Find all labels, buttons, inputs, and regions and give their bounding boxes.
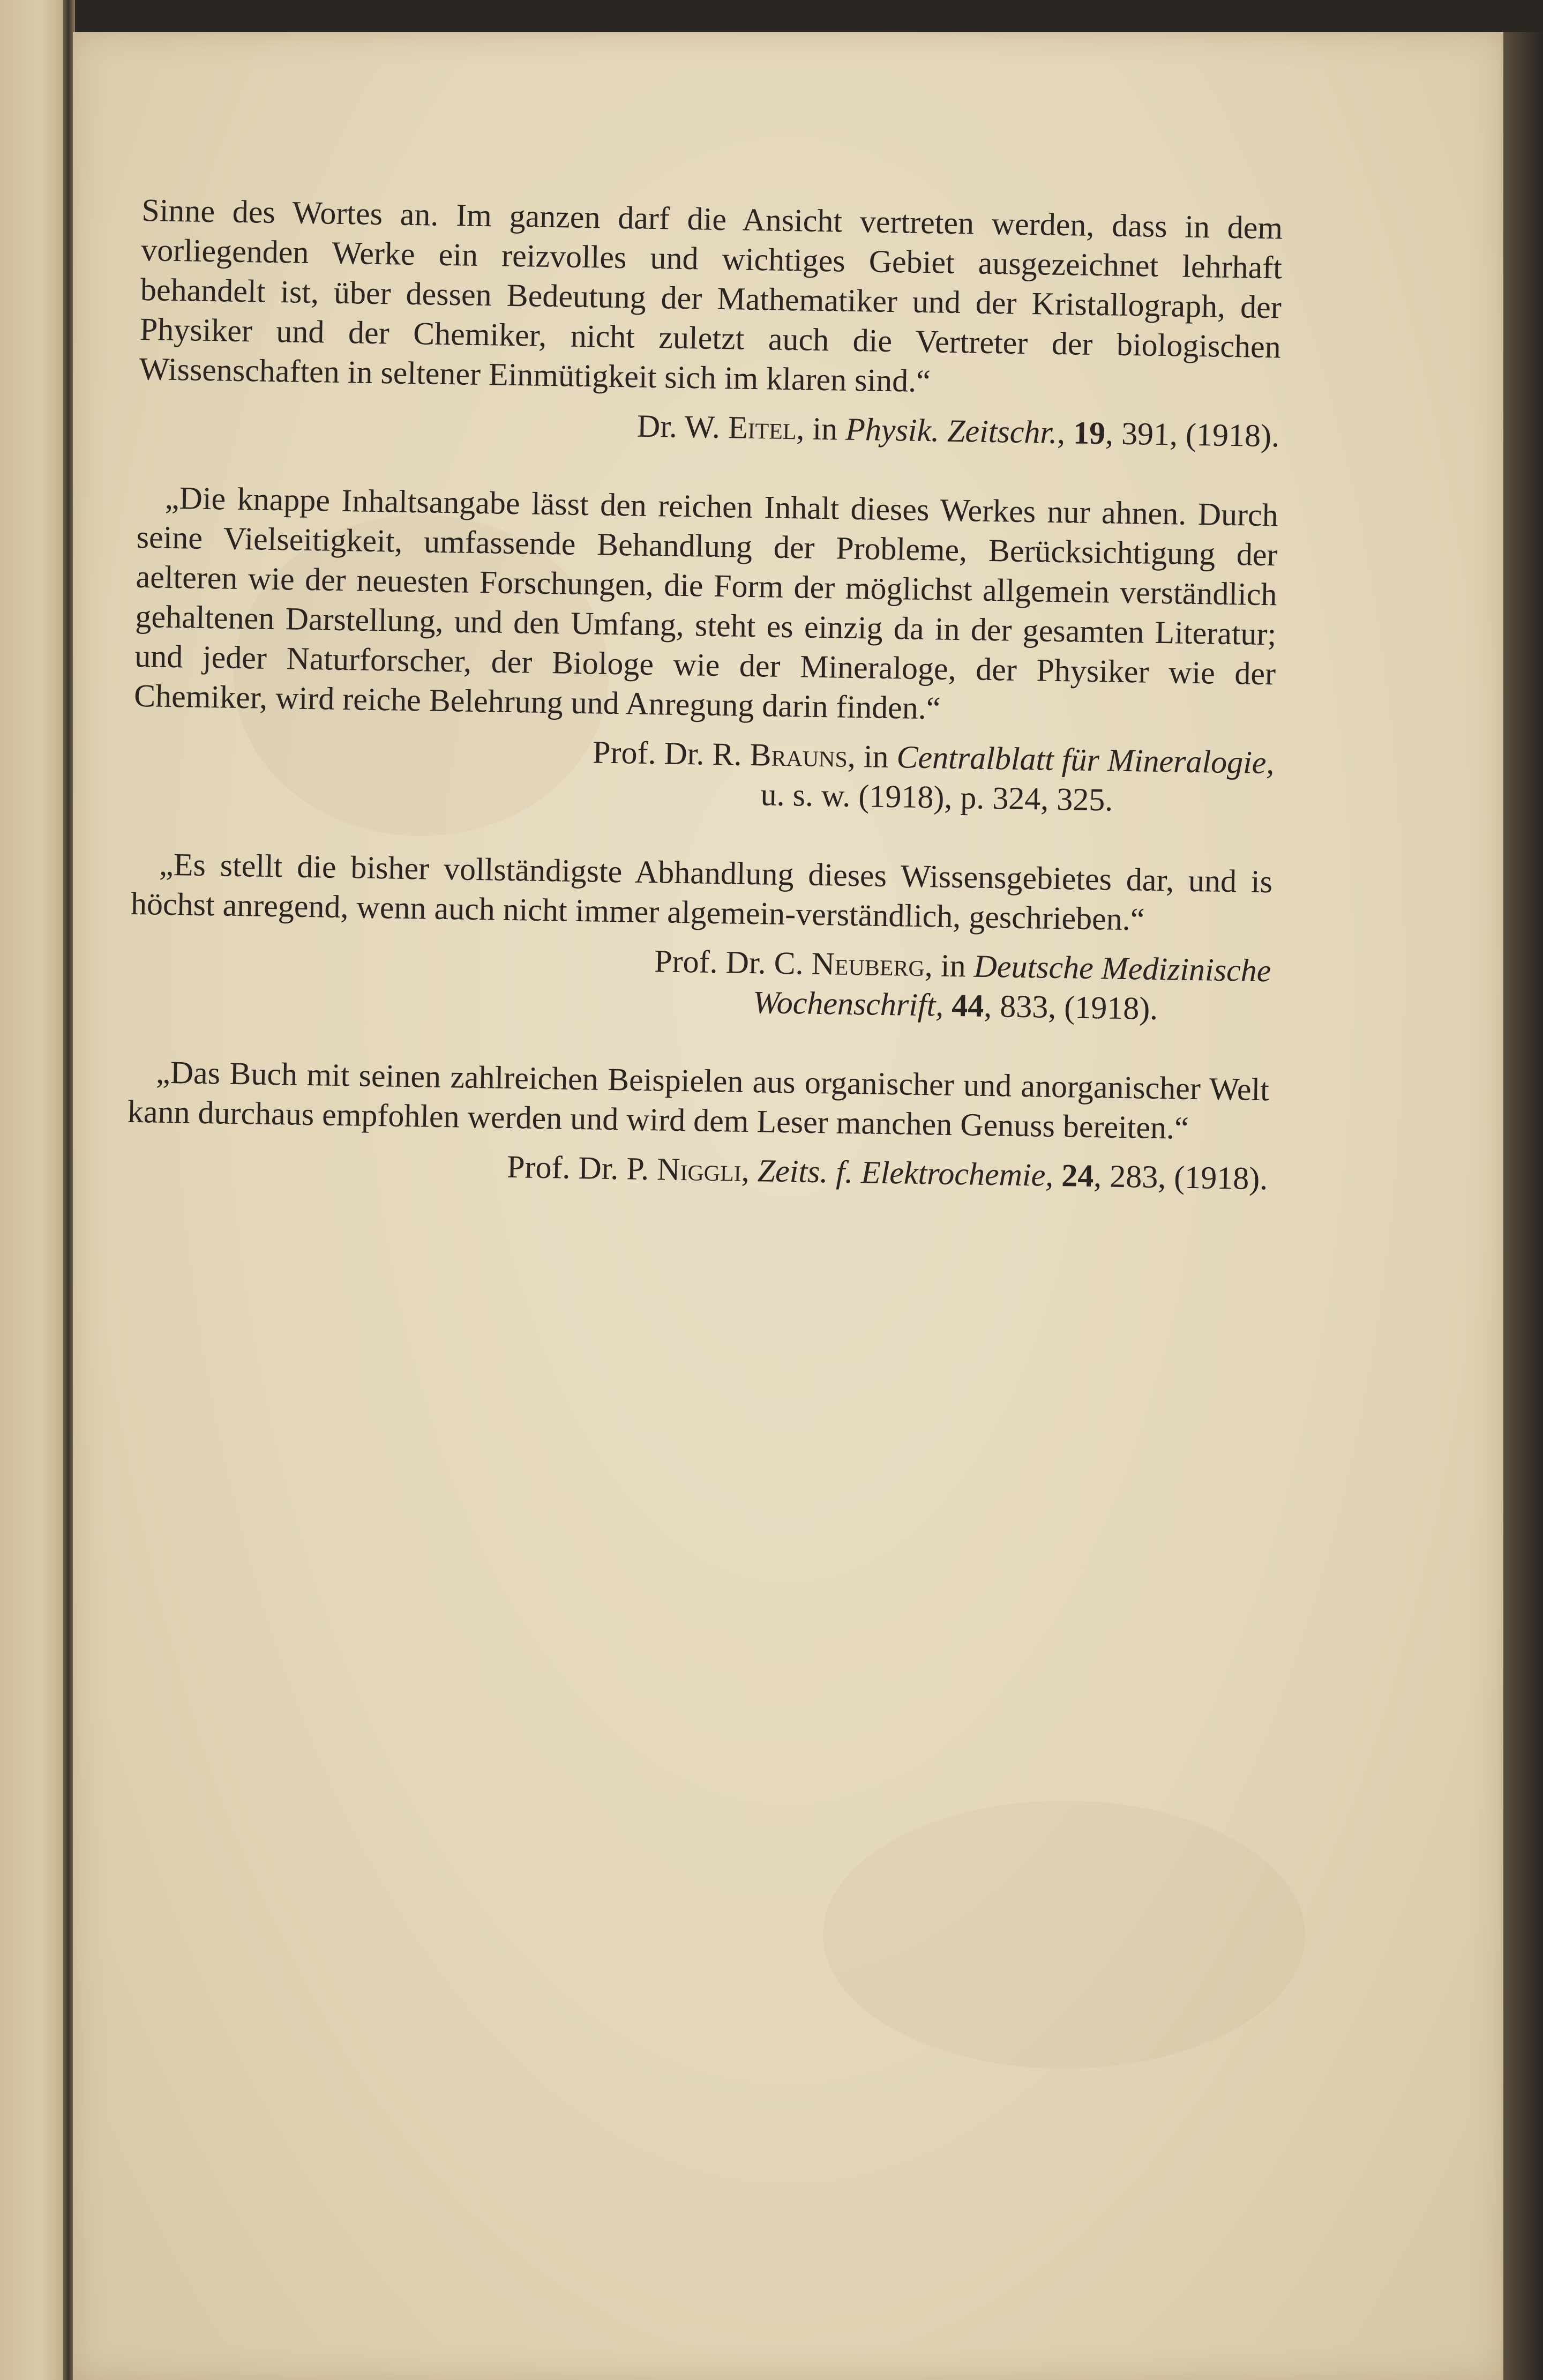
quote-paragraph-3: „Es stellt die bisher vollständigste Abhandlung dieses Wissensgebietes dar, und is höchst anregend, wenn auch nicht immer algemein-verständlich, geschrieben.“ xyxy=(130,846,1273,937)
citation-line-2: u. s. w. (1918), p. 324, 325. xyxy=(760,777,1113,818)
citation-prefix: Prof. Dr. P. xyxy=(506,1148,657,1187)
citation-volume: 24 xyxy=(1061,1158,1094,1194)
citation-sep: , xyxy=(1057,414,1074,451)
citation-prefix: Prof. Dr. C. xyxy=(654,943,812,981)
right-page-edge xyxy=(1503,32,1543,2380)
left-page-edge xyxy=(0,0,69,2380)
citation-mid: , in xyxy=(847,738,897,775)
citation-rest: , 833, (1918). xyxy=(983,988,1158,1026)
citation-author: Niggli xyxy=(656,1151,742,1188)
citation-prefix: Prof. Dr. R. xyxy=(592,734,751,772)
citation-mid: , xyxy=(741,1152,758,1189)
citation-sep xyxy=(1053,1158,1062,1193)
citation-journal: Deutsche Medizinische xyxy=(973,948,1271,989)
citation-author: Neuberg xyxy=(811,945,925,983)
quote-paragraph-4: „Das Buch mit seinen zahlreichen Beispielen aus organischer und anorganischer Welt kann durchaus empfohlen werden und wird dem Leser manchen Genuss bereiten.“ xyxy=(127,1054,1270,1146)
citation-author: Eitel xyxy=(728,409,797,446)
citation-rest: , 283, (1918). xyxy=(1093,1158,1268,1197)
citation-rest: , 391, (1918). xyxy=(1105,415,1280,454)
citation-author: Brauns xyxy=(750,736,848,774)
citation-mid: , in xyxy=(924,947,975,984)
citation-journal: Physik. Zeitschr. xyxy=(845,411,1058,450)
citation-mid: , in xyxy=(796,411,846,447)
quote-paragraph-2: „Die knappe Inhaltsangabe lässt den reichen Inhalt dieses Werkes nur ahnen. Durch seine Vielseitigkeit, umfassende Behandlung der Probleme, Berücksichtigung der aelteren wie der neuesten Forschungen, die Form der möglichst allgemein verständlich gehaltenen Darstellung, und den Umfang, steht es einzig da in der gesamten Literatur; und jeder Naturforscher, der Biologe wie der Mineraloge, der Physiker wie der Chemiker, wird reiche Belehrung und Anregung darin finden.“ xyxy=(133,480,1279,726)
paper-stain xyxy=(823,1801,1305,2069)
citation-volume: 44 xyxy=(951,987,984,1024)
citation-journal: Zeits. f. Elektrochemie, xyxy=(757,1153,1054,1193)
review-quotes xyxy=(126,190,1283,1198)
citation-journal-cont: Wochenschrift, xyxy=(752,984,944,1023)
citation-prefix: Dr. W. xyxy=(636,408,729,445)
citation-journal: Centralblatt für Mineralogie, xyxy=(896,739,1275,781)
citation-volume: 19 xyxy=(1073,415,1106,451)
quote-paragraph-1: Sinne des Wortes an. Im ganzen darf die Ansicht vertreten werden, dass in dem vorliegenden Werke ein reizvolles und wichtiges Gebiet ausgezeichnet lehrhaft behandelt ist, über dessen Bedeutung der Mathematiker und der Kristallograph, der Physiker und der Chemiker, nicht zuletzt auch die Vertreter der biologischen Wissenschaften in seltener Einmütigkeit sich im klaren sind.“ xyxy=(139,192,1283,399)
